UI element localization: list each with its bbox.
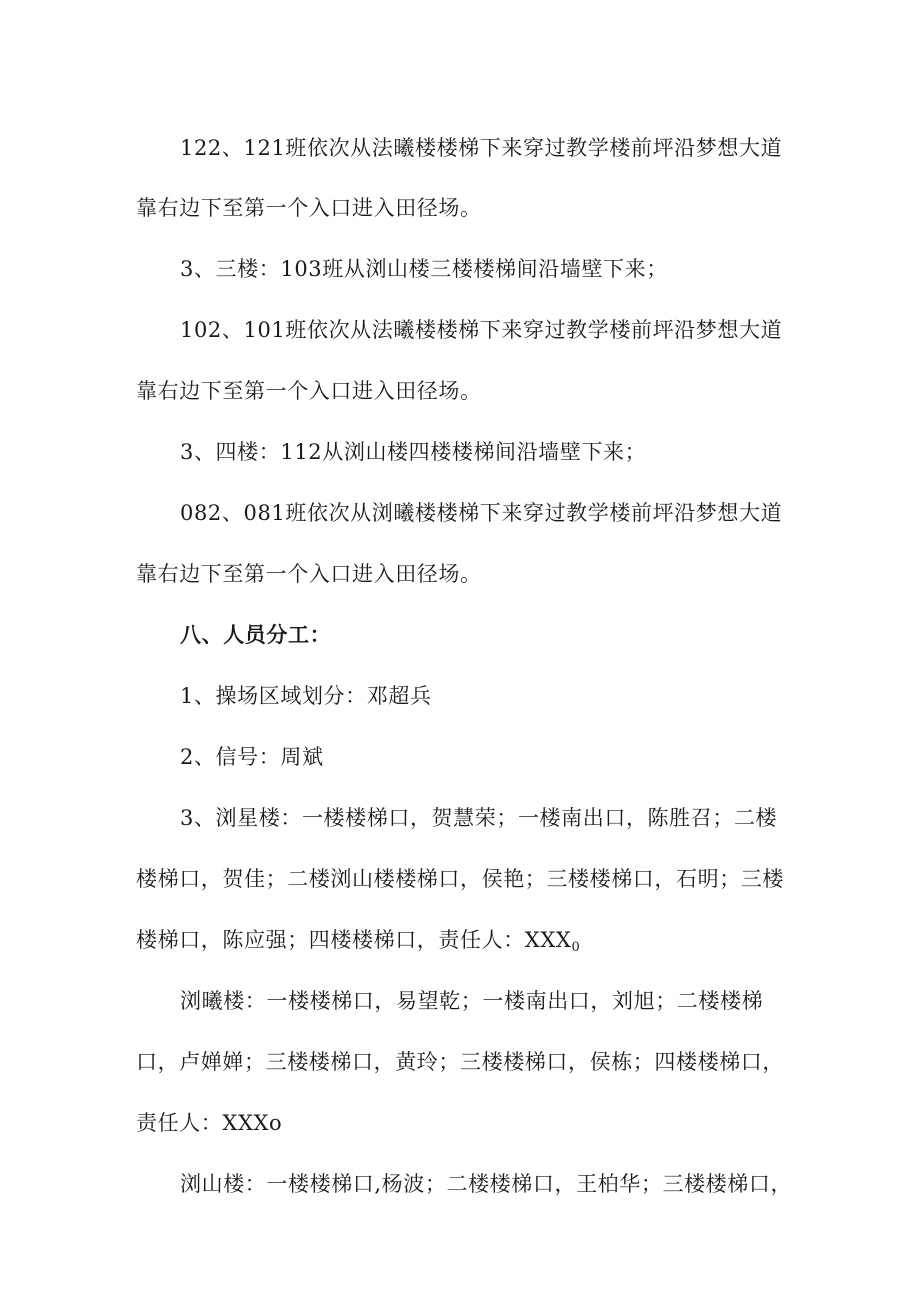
paragraph-line: 浏山楼：一楼楼梯口,杨波；二楼楼梯口，王柏华；三楼楼梯口， xyxy=(180,1172,793,1196)
paragraph-line: 3、四楼：112从浏山楼四楼楼梯间沿墙壁下来； xyxy=(180,440,647,464)
paragraph-line: 靠右边下至第一个入口进入田径场。 xyxy=(136,196,482,220)
paragraph-line: 口，卢婵婵；三楼楼梯口，黄玲；三楼楼梯口，侯栋；四楼楼梯口， xyxy=(136,1050,784,1074)
paragraph-line: 浏曦楼：一楼楼梯口，易望乾；一楼南出口，刘旭；二楼楼梯 xyxy=(180,989,764,1013)
paragraph-line xyxy=(136,925,816,963)
paragraph-line: 082、081班依次从浏曦楼楼梯下来穿过教学楼前坪沿梦想大道 xyxy=(180,501,783,525)
paragraph-line: 2、信号：周斌 xyxy=(180,745,324,769)
paragraph-line: 122、121班依次从法曦楼楼梯下来穿过教学楼前坪沿梦想大道 xyxy=(180,136,783,160)
paragraph-line: 靠右边下至第一个入口进入田径场。 xyxy=(136,379,482,403)
paragraph-line: 1、操场区域划分：邓超兵 xyxy=(180,684,432,708)
section-heading: 八、人员分工： xyxy=(180,622,332,647)
paragraph-line-text: 楼梯口，陈应强；四楼楼梯口，责任人：XXX xyxy=(136,928,572,952)
paragraph-line: 102、101班依次从法曦楼楼梯下来穿过教学楼前坪沿梦想大道 xyxy=(180,318,783,342)
paragraph-line: 3、浏星楼：一楼楼梯口，贺慧荣；一楼南出口，陈胜召；二楼 xyxy=(180,806,778,830)
paragraph-line: 3、三楼：103班从浏山楼三楼楼梯间沿墙壁下来； xyxy=(180,257,668,281)
paragraph-line: 靠右边下至第一个入口进入田径场。 xyxy=(136,562,482,586)
subscript-zero: 0 xyxy=(571,940,581,955)
paragraph-line: 楼梯口，贺佳；二楼浏山楼楼梯口，侯艳；三楼楼梯口，石明；三楼 xyxy=(136,867,784,891)
paragraph-line: 责任人：XXXo xyxy=(136,1111,283,1135)
